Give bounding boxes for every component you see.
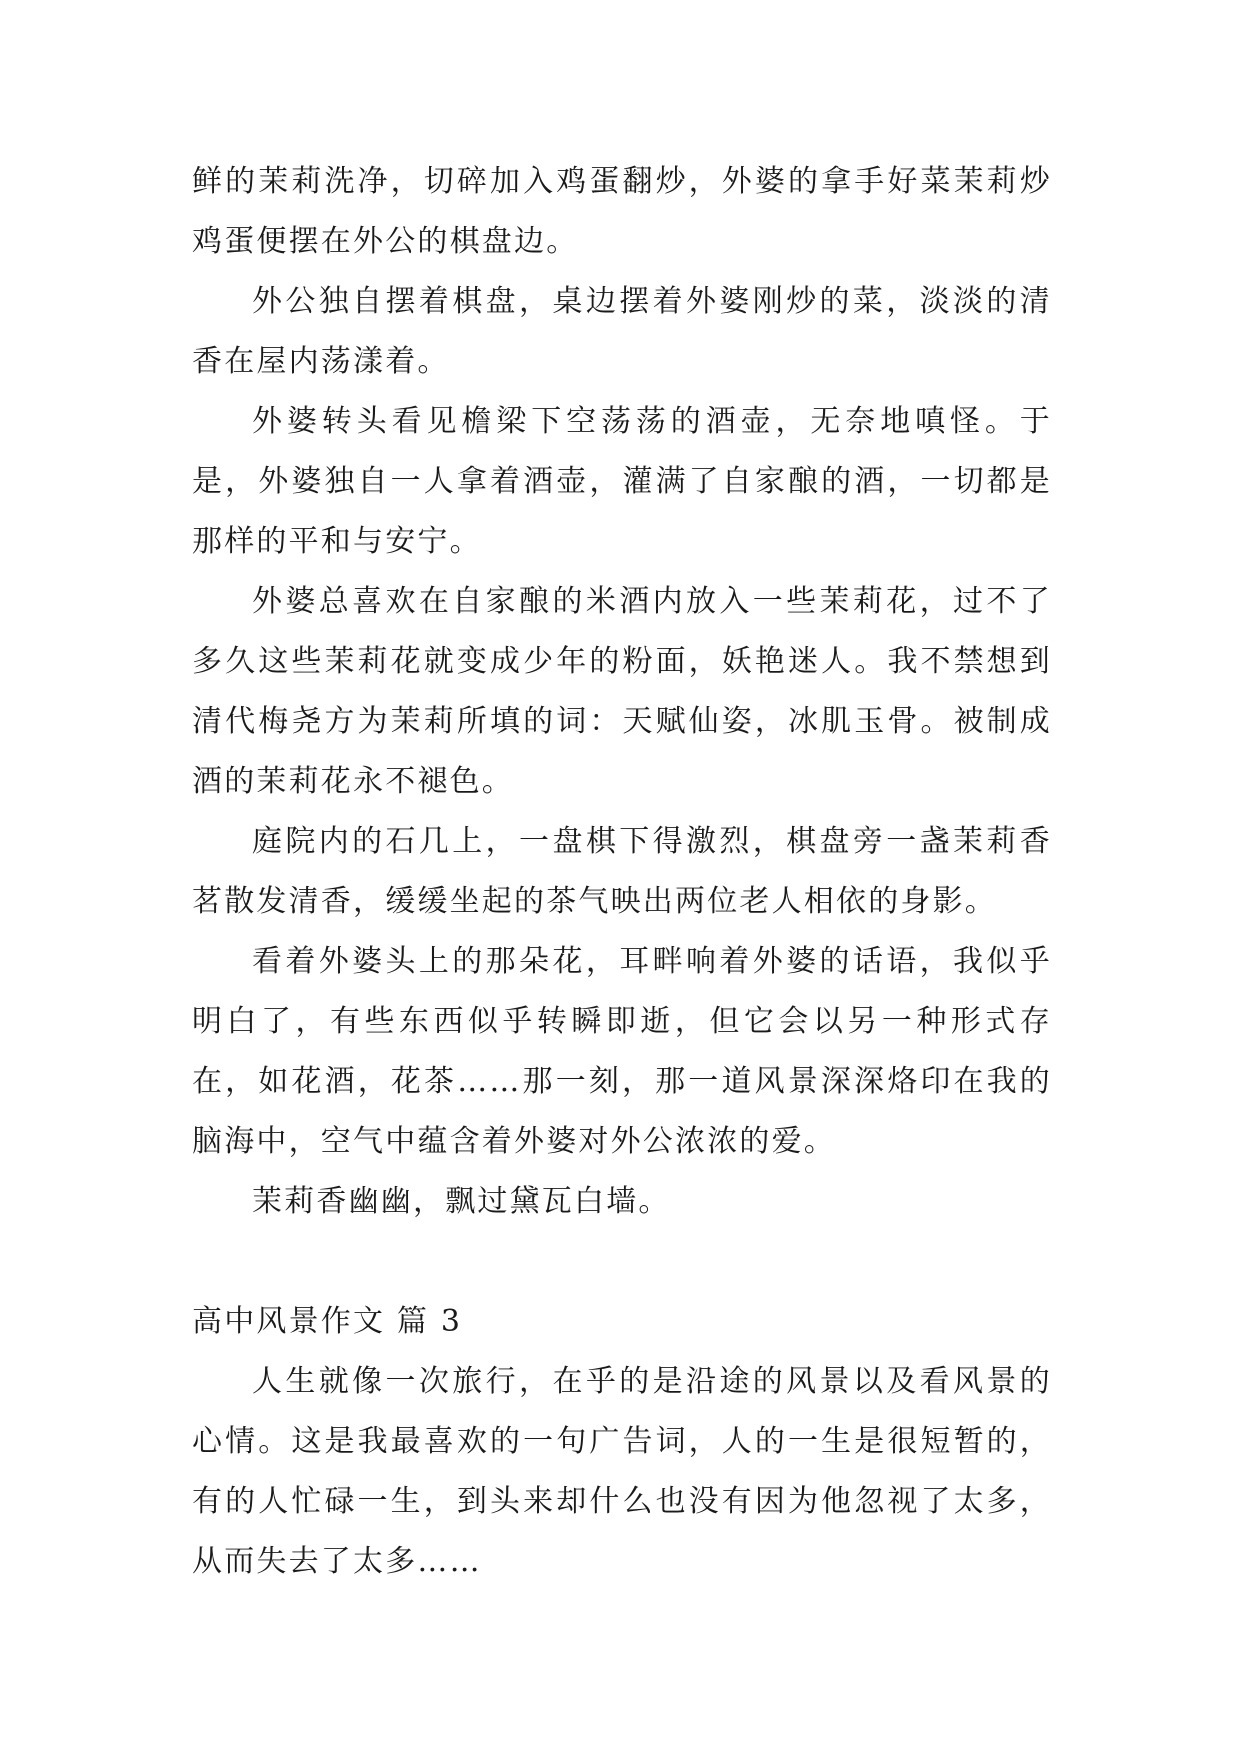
paragraph: 茉莉香幽幽，飘过黛瓦白墙。 [252,1184,671,1219]
document-body [192,152,1052,1592]
paragraph: 看着外婆头上的那朵花，耳畔响着外婆的话语，我似乎明白了，有些东西似乎转瞬即逝，但它会以另一种形式存在，如花酒，花茶……那一刻，那一道风景深深烙印在我的脑海中，空气中蕴含着外婆对外公浓浓的爱。 [192,944,1052,1159]
paragraph: 外婆总喜欢在自家酿的米酒内放入一些茉莉花，过不了多久这些茉莉花就变成少年的粉面，妖艳迷人。我不禁想到清代梅尧方为茉莉所填的词：天赋仙姿，冰肌玉骨。被制成酒的茉莉花永不褪色。 [192,584,1052,799]
paragraph-continued: 鲜的茉莉洗净，切碎加入鸡蛋翻炒，外婆的拿手好菜茉莉炒鸡蛋便摆在外公的棋盘边。 [192,164,1052,259]
paragraph: 外婆转头看见檐梁下空荡荡的酒壶，无奈地嗔怪。于是，外婆独自一人拿着酒壶，灌满了自家酿的酒，一切都是那样的平和与安宁。 [192,404,1052,559]
section-heading: 高中风景作文 篇 3 [192,1304,463,1339]
paragraph: 人生就像一次旅行，在乎的是沿途的风景以及看风景的心情。这是我最喜欢的一句广告词，人的一生是很短暂的，有的人忙碌一生，到头来却什么也没有因为他忽视了太多，从而失去了太多…… [192,1364,1052,1579]
paragraph: 庭院内的石几上，一盘棋下得激烈，棋盘旁一盏茉莉香茗散发清香，缓缓坐起的茶气映出两位老人相依的身影。 [192,824,1052,919]
paragraph: 外公独自摆着棋盘，桌边摆着外婆刚炒的菜，淡淡的清香在屋内荡漾着。 [192,284,1052,379]
